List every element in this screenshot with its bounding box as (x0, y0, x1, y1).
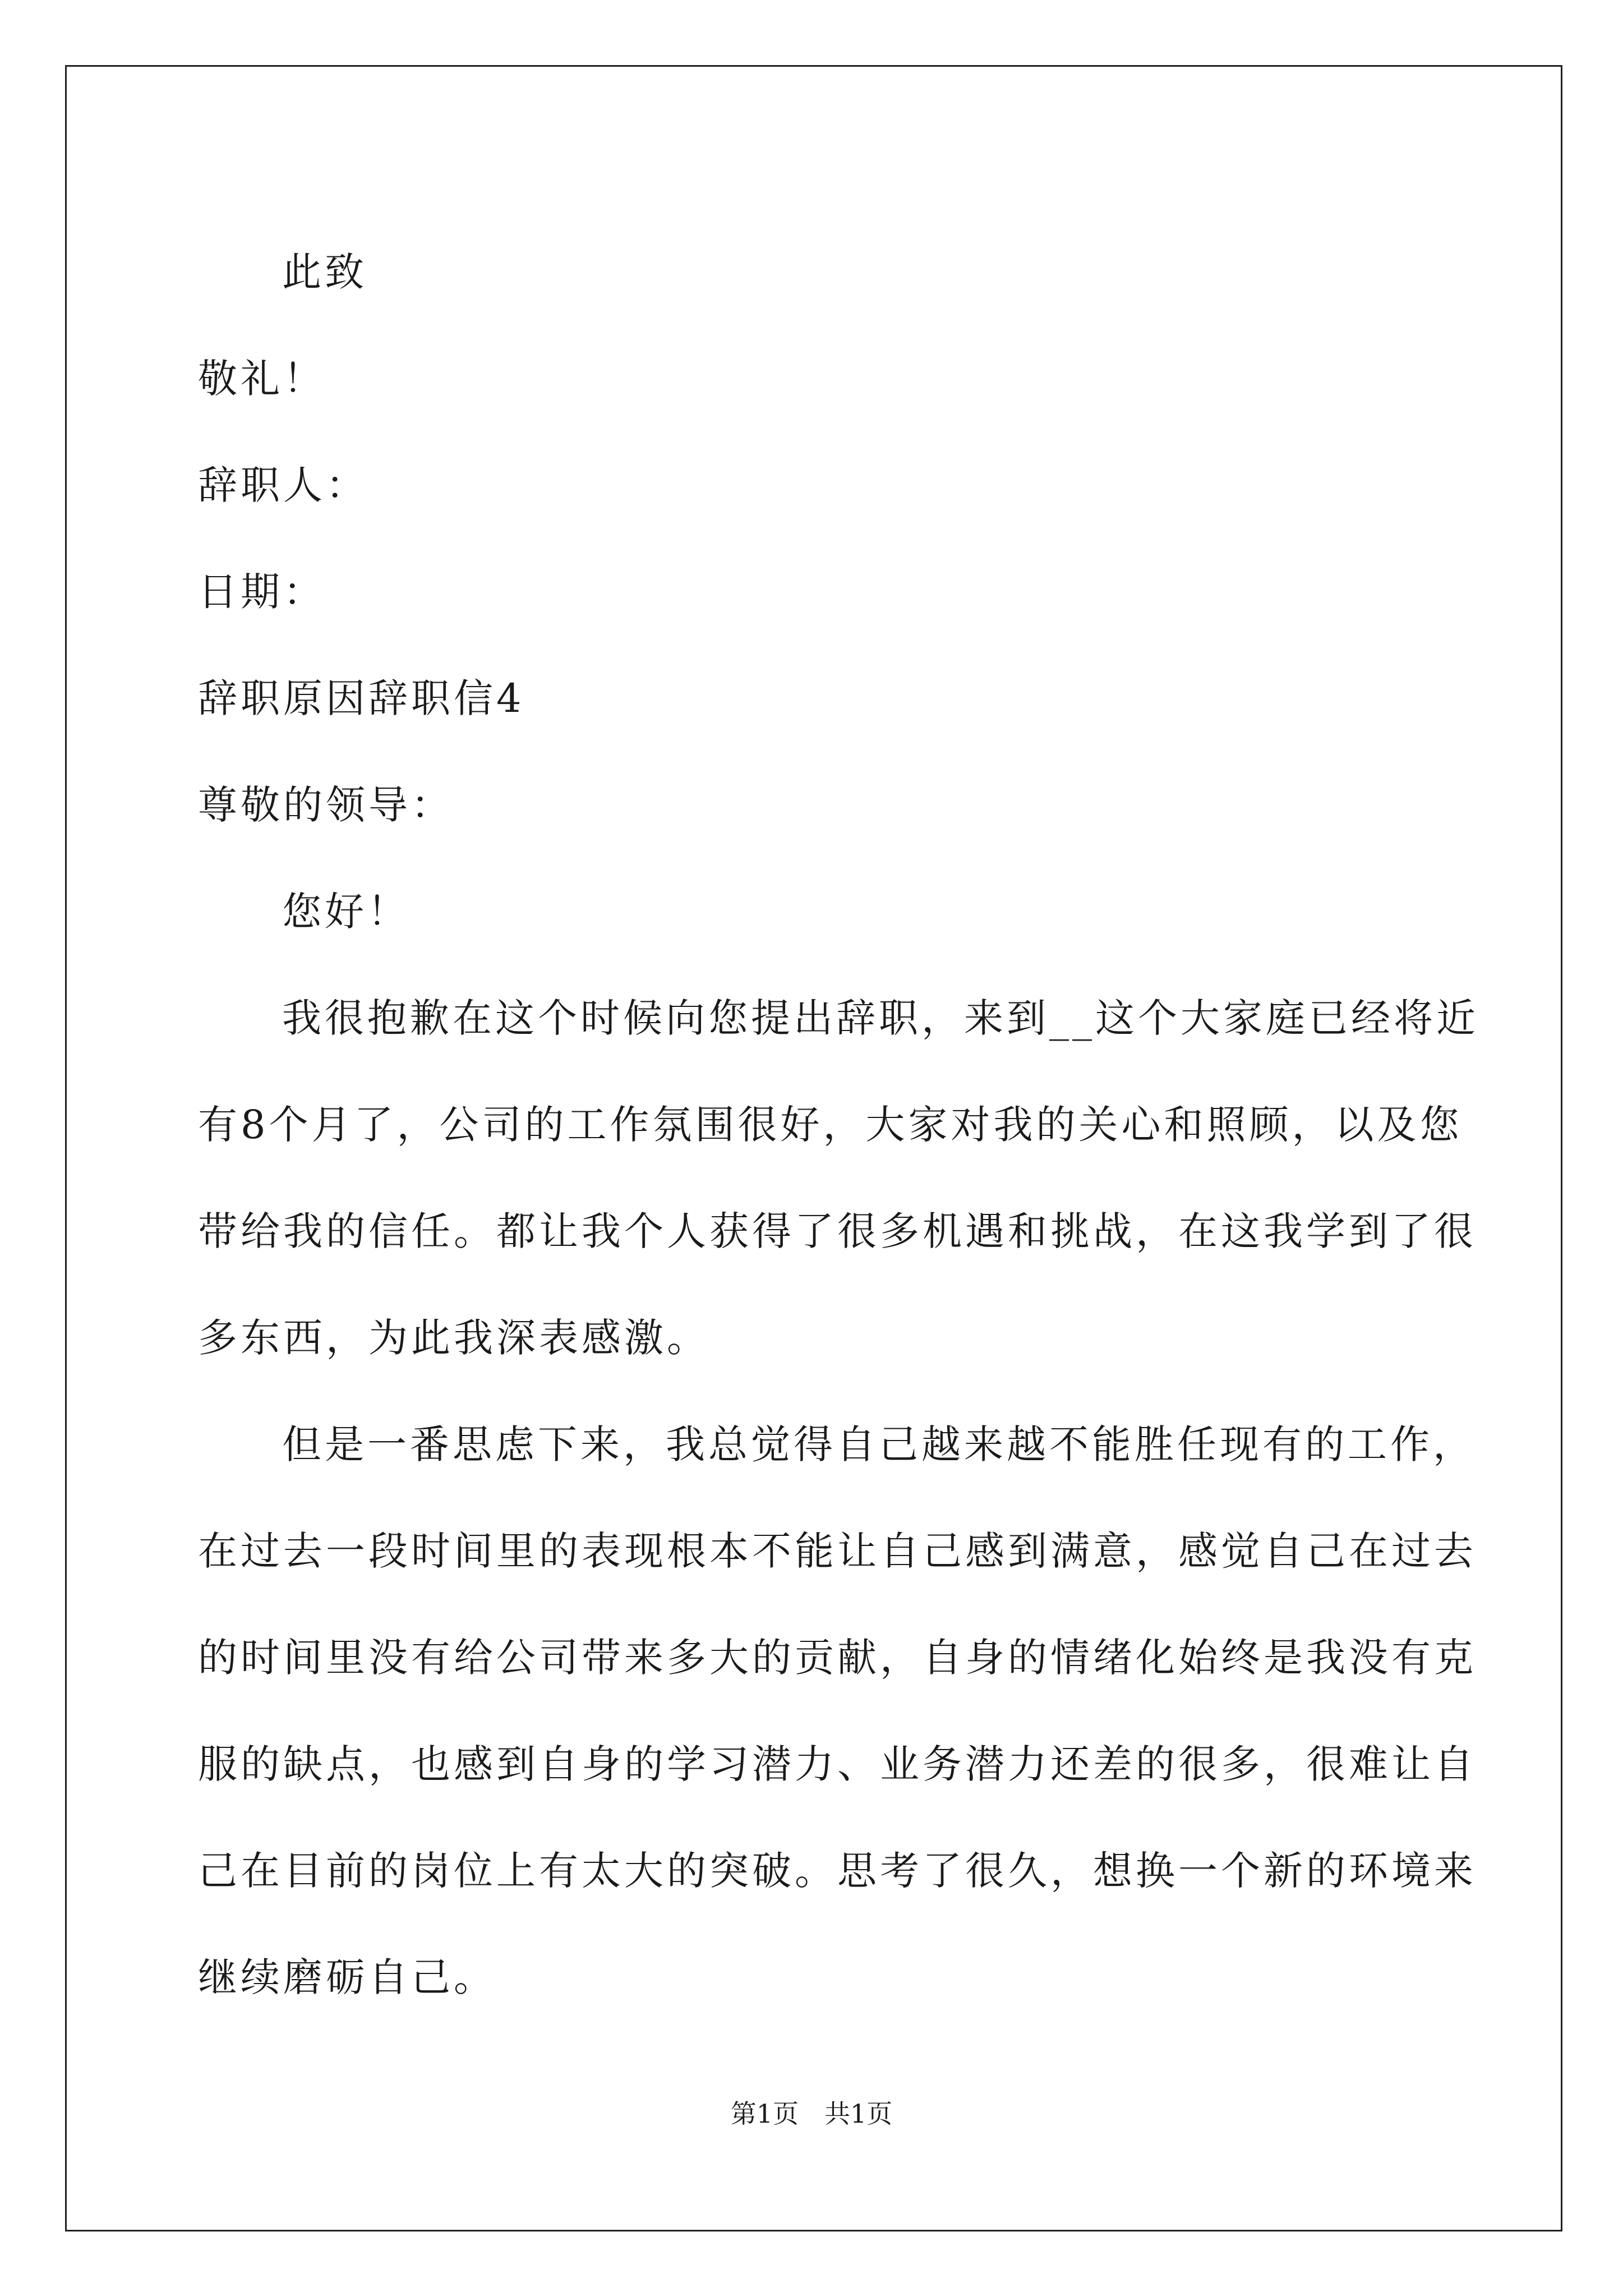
closing-line-1: 此致 (282, 249, 367, 295)
paragraph-line: 继续磨砺自己。 (198, 1954, 496, 2000)
paragraph-line: 在过去一段时间里的表现根本不能让自己感到满意，感觉自己在过去 (198, 1528, 1477, 1574)
paragraph-line: 的时间里没有给公司带来多大的贡献，自身的情绪化始终是我没有克 (198, 1635, 1477, 1681)
paragraph-line: 带给我的信任。都让我个人获得了很多机遇和挑战，在这我学到了很 (198, 1208, 1477, 1254)
greeting: 您好！ (282, 889, 410, 935)
paragraph-line: 有8个月了，公司的工作氛围很好，大家对我的关心和照顾，以及您 (198, 1102, 1463, 1148)
paragraph-line: 但是一番思虑下来，我总觉得自己越来越不能胜任现有的工作， (282, 1421, 1476, 1467)
paragraph-line: 己在目前的岗位上有太大的突破。思考了很久，想换一个新的环境来 (198, 1848, 1477, 1894)
letter-body (198, 219, 1479, 2031)
signer-label: 辞职人： (198, 462, 368, 508)
salutation: 尊敬的领导： (198, 782, 454, 828)
page-footer: 第1页 共1页 (730, 2099, 893, 2129)
date-label: 日期： (198, 569, 326, 615)
paragraph-line: 服的缺点，也感到自身的学习潜力、业务潜力还差的很多，很难让自 (198, 1741, 1477, 1787)
paragraph-line: 我很抱歉在这个时候向您提出辞职，来到__这个大家庭已经将近 (282, 995, 1479, 1041)
paragraph-line: 多东西，为此我深表感激。 (198, 1315, 709, 1361)
paragraph-2 (198, 1391, 1477, 2031)
paragraph-1 (198, 965, 1479, 1391)
section-title: 辞职原因辞职信4 (198, 675, 525, 721)
closing-line-2: 敬礼！ (198, 356, 326, 402)
